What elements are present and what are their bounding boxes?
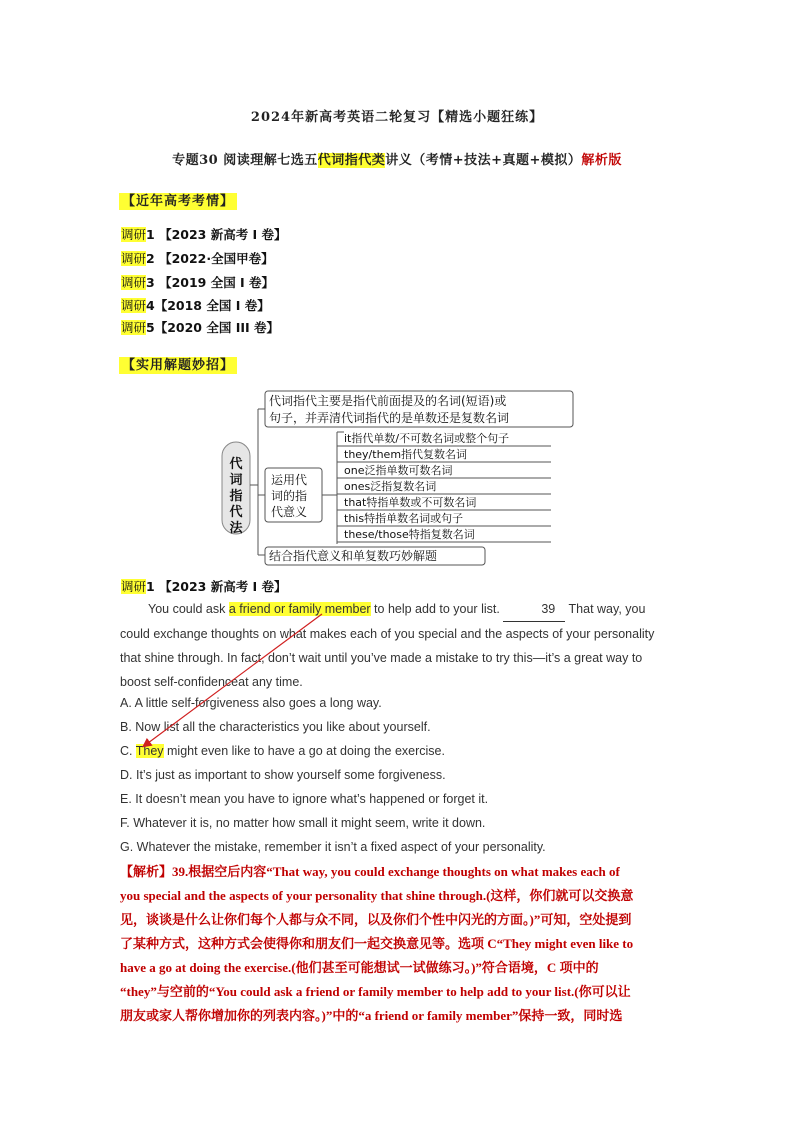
survey-text: 1 【2023 新高考 I 卷】 xyxy=(146,227,287,242)
survey-item xyxy=(121,296,270,314)
survey-item xyxy=(121,249,274,267)
passage-text: to help add to your list. xyxy=(370,602,504,616)
option-b: B. Now list all the characteristics you like about yourself. xyxy=(120,720,431,734)
survey-label: 调研 xyxy=(121,275,147,290)
subtitle-highlight: 代词指代类 xyxy=(317,153,386,168)
highlight-pronoun: They xyxy=(135,744,164,758)
analysis-line: have a go at doing the exercise.(他们甚至可能想试一试做练习。)”符合语境，C 项中的 xyxy=(120,960,599,975)
mindmap-branch1-line: 句子，并弄清代词指代的是单数还是复数名词 xyxy=(269,411,510,425)
analysis-line: 【解析】39.根据空后内容“That way, you could exchange thoughts on what makes each of xyxy=(120,864,620,879)
mindmap-branch2-line: 运用代 xyxy=(271,473,308,487)
mindmap-sub-item-text: ones泛指复数名词 xyxy=(344,480,437,493)
example-heading xyxy=(121,577,287,595)
section-heading-exam-trends xyxy=(119,190,237,209)
survey-label: 调研 xyxy=(121,227,147,242)
survey-item xyxy=(121,318,279,336)
mindmap-sub-item-text: this特指单数名词或句子 xyxy=(344,512,464,525)
analysis-block xyxy=(120,860,676,1028)
option-c-text: might even like to have a go at doing the exercise. xyxy=(163,744,445,758)
passage-line: could exchange thoughts on what makes each of you special and the aspects of your personality xyxy=(120,627,655,641)
mindmap-branch2-line: 词的指 xyxy=(271,489,308,503)
option-f: F. Whatever it is, no matter how small it might seem, write it down. xyxy=(120,816,486,830)
passage-text: That way, you xyxy=(565,602,646,616)
survey-item xyxy=(121,225,287,243)
mindmap-diagram xyxy=(215,385,580,570)
survey-label: 调研 xyxy=(121,320,147,335)
mindmap-root-char: 词 xyxy=(229,473,243,488)
mindmap-sub-item xyxy=(337,511,551,526)
analysis-line: 朋友或家人帮你增加你的列表内容。)”中的“a friend or family member”保持一致，同时选 xyxy=(120,1008,623,1023)
mindmap-sub-item xyxy=(337,479,551,494)
answer-blank: 39 xyxy=(503,597,565,622)
option-e: E. It doesn’t mean you have to ignore what’s happened or forget it. xyxy=(120,792,489,806)
survey-text: 3 【2019 全国 I 卷】 xyxy=(146,275,275,290)
section-heading-text: 【近年高考考情】 xyxy=(119,193,237,210)
option-d: D. It’s just as important to show yourself some forgiveness. xyxy=(120,768,446,782)
mindmap-sub-item xyxy=(337,447,551,462)
passage-line: that shine through. In fact, don’t wait until you’ve made a mistake to try this—it’s a great way to xyxy=(120,651,643,665)
option-g: G. Whatever the mistake, remember it isn’t a fixed aspect of your personality. xyxy=(120,840,546,854)
analysis-line: 见，谈谈是什么让你们每个人都与众不同，以及你们个性中闪光的方面。)”可知，空处提到 xyxy=(120,912,632,927)
mindmap-sub-item-text: it指代单数/不可数名词或整个句子 xyxy=(344,432,510,445)
mindmap-sub-item-text: these/those特指复数名词 xyxy=(344,528,475,541)
survey-text: 5【2020 全国 III 卷】 xyxy=(146,320,280,335)
section-heading-tips xyxy=(119,354,237,373)
mindmap-branch3-text: 结合指代意义和单复数巧妙解题 xyxy=(269,549,438,563)
mindmap-sub-item-text: that特指单数或不可数名词 xyxy=(344,496,477,509)
analysis-line: 了某种方式，这种方式会使得你和朋友们一起交换意见等。选项 C“They might even like to xyxy=(120,936,634,951)
highlight-antecedent: a friend or family member xyxy=(228,602,371,616)
subtitle-post: 讲义（考情+技法+真题+模拟） xyxy=(385,153,582,168)
document-title: 2024年新高考英语二轮复习【精选小题狂练】 xyxy=(250,110,544,125)
mindmap-sub-item-text: one泛指单数可数名词 xyxy=(344,464,453,477)
example-heading-text: 1 【2023 新高考 I 卷】 xyxy=(146,579,287,594)
subtitle-pre: 专题30 阅读理解七选五 xyxy=(172,153,318,168)
mindmap-sub-item xyxy=(337,527,551,542)
survey-text: 4【2018 全国 I 卷】 xyxy=(146,298,270,313)
mindmap-sub-item xyxy=(337,431,551,446)
mindmap-root-char: 指 xyxy=(229,489,243,504)
example-label: 调研 xyxy=(121,579,147,594)
analysis-line: you special and the aspects of your personality that shine through.(这样，你们就可以交换意 xyxy=(120,888,634,903)
mindmap-branch2-line: 代意义 xyxy=(271,505,308,519)
section-heading-text: 【实用解题妙招】 xyxy=(119,357,237,374)
mindmap-branch1-line: 代词指代主要是指代前面提及的名词(短语)或 xyxy=(269,394,507,408)
option-c-prefix: C. xyxy=(120,744,136,758)
passage-text: You could ask xyxy=(148,602,229,616)
survey-label: 调研 xyxy=(121,251,147,266)
mindmap-sub-item-text: they/them指代复数名词 xyxy=(344,448,468,461)
mindmap-sub-item xyxy=(337,495,551,510)
option-a: A. A little self-forgiveness also goes a long way. xyxy=(120,696,382,710)
mindmap-root-char: 代 xyxy=(229,457,243,472)
analysis-line: “they”与空前的“You could ask a friend or family member to help add to your list.(你可以让 xyxy=(120,984,631,999)
document-subtitle xyxy=(0,149,794,168)
survey-item xyxy=(121,273,274,291)
reference-arrow-icon xyxy=(130,600,350,760)
mindmap-root-char: 代 xyxy=(229,505,243,520)
mindmap-root-char: 法 xyxy=(229,521,243,536)
subtitle-tag: 解析版 xyxy=(581,153,622,168)
passage-line: boost self-confidenceat any time. xyxy=(120,675,303,689)
survey-text: 2 【2022·全国甲卷】 xyxy=(146,251,274,266)
survey-label: 调研 xyxy=(121,298,147,313)
mindmap-sub-item xyxy=(337,463,551,478)
